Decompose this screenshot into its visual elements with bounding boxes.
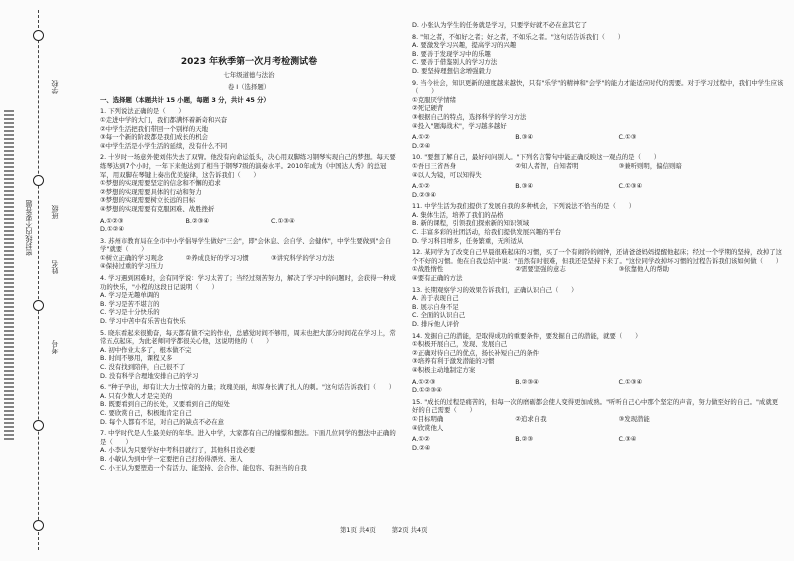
answer-option: C. 小王认为要塑造一个有活力、能坚持、会合作、能包容、有担当的自我 <box>100 463 307 472</box>
answer-option: C.①③④ <box>618 377 643 386</box>
right-questions <box>412 21 784 452</box>
answer-option: ②中学生活把我们带回一个别样的天地 <box>100 124 208 133</box>
answer-option: C. 要善于借鉴别人的学习方法 <box>412 58 498 67</box>
question-options <box>100 392 398 426</box>
answer-option: ①战胜惰性 <box>412 265 444 274</box>
question-stem: 8. "知之者，不如好之者；好之者，不如乐之者。"这句话告诉我们（ ） <box>412 32 625 41</box>
class-label: 班级 <box>51 205 59 219</box>
seal-line <box>38 10 39 550</box>
seal-note: 密封线内不要答题 <box>25 200 33 256</box>
answer-option: A.①② <box>412 182 430 191</box>
answer-option: ①吾日三省吾身 <box>412 161 457 170</box>
answer-option: ②知人者智，自知者明 <box>515 161 579 170</box>
answer-option: ④投入"题海战术"，学习越多越好 <box>412 121 507 130</box>
question <box>412 435 784 452</box>
answer-option: ④积极主动地制定方案 <box>412 365 476 374</box>
question-options <box>412 265 784 282</box>
question <box>412 378 784 395</box>
question <box>412 79 784 131</box>
answer-option: B. 既要看到自己的长处，又要看到自己的短处 <box>100 400 230 409</box>
answer-option: ①树立正确的学习观念 <box>100 253 164 262</box>
page-footer <box>340 525 442 534</box>
question <box>412 202 784 245</box>
question <box>412 286 784 329</box>
paper-label: 卷 I（选择题） <box>227 83 271 92</box>
answer-option: B. 展示自身不足 <box>412 302 459 311</box>
answer-option: B. 要善于发现学习中的乐趣 <box>412 49 491 58</box>
question-options <box>412 182 784 199</box>
question <box>412 182 784 199</box>
answer-option: C.③④ <box>618 435 637 444</box>
answer-option: A. 学习是无趣单调的 <box>100 291 160 300</box>
question-options <box>100 346 398 380</box>
answer-option: ②追求自我 <box>515 414 547 423</box>
answer-option: ③每一个新的阶段都是我们成长的机会 <box>100 133 208 142</box>
seal-circle <box>33 520 44 531</box>
question-stem: 4. 学习遇到困难时，会有同学说：学习太苦了；当经过刻苦努力，解决了学习中的问题时，会获得一种成功的快乐，"小程的这段日记说明（ ） <box>100 274 396 291</box>
answer-option: B. 小敏认为到中学一定要把自己打扮得漂亮、迷人 <box>100 454 243 463</box>
question-options <box>412 96 784 130</box>
question-options <box>100 446 398 472</box>
question-stem: 11. 中学生活为我们提供了发展自我的多种机会，下列说法不恰当的是（ ） <box>412 202 636 211</box>
right-column <box>412 18 784 452</box>
question <box>412 33 784 76</box>
section-heading: 一、选择题（本题共计 15 小题，每题 3 分，共计 45 分） <box>100 95 270 104</box>
question-options <box>412 378 784 395</box>
answer-option: C. 丰富多彩的社团活动，给我们提供发展兴趣的平台 <box>412 228 562 237</box>
question-options <box>412 162 784 179</box>
question-stem: 12. 某同学为了改变自己早晨很难起床的习惯，买了一个有闹铃的闹钟，还请爸爸妈妈提醒他起床；经过一个学期的坚持，改掉了这个不好的习惯。他在自我总结中说："虽然有时很难，但我还是坚持下来了。"这位同学改掉坏习惯的过程告诉我们该如何做（ ） <box>412 248 783 265</box>
question <box>100 237 398 271</box>
answer-option: A. 小李认为只要学好中考科目就行了，其他科目没必要 <box>100 446 256 455</box>
question <box>100 107 398 150</box>
answer-option: C.①③④ <box>271 216 295 225</box>
answer-option: C. 全面的认识自己 <box>412 311 466 320</box>
answer-option: B.②③ <box>515 435 534 444</box>
question-stem: 10. "要想了解自己，最好问问别人。"下列名言警句中能正确反映这一观点的是（ ） <box>412 153 661 162</box>
answer-option: ④中学生活是小学生活的延续，没有什么不同 <box>100 141 228 150</box>
answer-option: D. 学习科目增多，任务繁重，无所适从 <box>412 236 524 245</box>
id-label: 考号 <box>51 340 59 354</box>
question <box>100 274 398 326</box>
answer-option: B. 学习是苦不堪言的 <box>100 299 160 308</box>
answer-option: ①走进中学的大门，我们都满怀着新奇和兴奋 <box>100 115 228 124</box>
question-stem: 9. 当今社会，知识更新的速度越来越快，只有"乐学"的精神和"会学"的能力才能适应时代的需要。对于学习过程中，我们中学生应该（ ） <box>412 78 784 96</box>
answer-option: ④欣赏他人 <box>412 423 444 432</box>
exam-subject: 七年级道德与法治 <box>223 70 275 79</box>
answer-option: C.①③④ <box>618 182 643 191</box>
answer-option: ④以人为镜，可以知得失 <box>412 170 482 179</box>
barcode-strip <box>4 110 14 440</box>
answer-option: ④保持过重的学习压力 <box>100 262 164 271</box>
question-stem: 7. 中学时代是人生最美好的年华。进入中学，大家都有自己的憧憬和想法。下面几位同学的想法中正确的是（ ） <box>100 429 396 446</box>
question <box>412 332 784 375</box>
question-stem: 15. "成长的过程是痛苦的，但每一次的磨砺都会使人变得更加成熟。"听听自己心中那个坚定的声音，努力做至好的自己。"成就更好的自己需要（ ） <box>412 397 779 415</box>
answer-option: ④梦想的实现需要有克服困难、战胜挫折 <box>100 204 215 213</box>
left-questions <box>100 107 398 472</box>
question-options <box>100 217 398 234</box>
seal-circle <box>33 420 44 431</box>
answer-option: B.③④ <box>515 182 534 191</box>
answer-option: ①目标明确 <box>412 414 444 423</box>
answer-option: A. 初中作业太多了，根本做不完 <box>100 345 192 354</box>
answer-option: D.②④ <box>412 141 431 150</box>
question <box>100 329 398 381</box>
answer-option: D. 没有科学合理地安排自己的学习 <box>100 371 199 380</box>
answer-option: ③讲究科学的学习方法 <box>271 253 335 262</box>
question-stem: 1. 下列说法正确的是（ ） <box>100 107 185 116</box>
answer-option: ③兼听则明，偏信则暗 <box>618 161 682 170</box>
answer-option: D.②④ <box>412 443 431 452</box>
answer-option: A. 要激发学习兴趣，提高学习的兴趣 <box>412 41 517 50</box>
answer-option: ②正确对待自己的优点，扬长补短自己的条件 <box>412 348 540 357</box>
question <box>100 153 398 213</box>
question-stem: 5. 晓东看起来很勤奋，每天都有做不完的作业，总感觉时间不够用，周末也把大部分时间花在学习上，常常五点起床，为此老师同学都很关心他，这说明他的（ ） <box>100 328 396 346</box>
answer-option: ④要有正确的方法 <box>412 274 463 283</box>
question <box>412 21 784 30</box>
answer-option: A.①② <box>412 133 430 142</box>
answer-option: D. 排斥他人评价 <box>412 320 460 328</box>
answer-option: B.③④ <box>515 133 534 142</box>
question-stem: 13. 长期观察学习的效果告诉我们，正确认识自己（ ） <box>412 285 578 294</box>
question-options <box>100 254 398 271</box>
answer-option: ②需要坚强的意志 <box>515 265 566 274</box>
answer-option: B.②③④ <box>515 377 539 386</box>
question-options <box>412 133 784 150</box>
answer-option: ②养成良好的学习习惯 <box>185 253 249 262</box>
answer-option: B.②③④ <box>185 216 210 225</box>
question <box>412 248 784 282</box>
answer-option: D. 每个人都有不足，对自己的缺点不必在意 <box>100 417 225 426</box>
question-stem: D. 小张认为学生的任务就是学习，只要学好就不必在意其它了 <box>412 21 588 29</box>
question-options <box>412 435 784 452</box>
answer-option: D.①②③④ <box>412 386 442 395</box>
question <box>100 383 398 426</box>
answer-option: ②梦想的实现需要具体的行动和努力 <box>100 187 202 196</box>
answer-option: ③发现潜能 <box>618 414 650 423</box>
question-options <box>412 41 784 75</box>
question-options <box>412 294 784 328</box>
left-column <box>100 18 398 472</box>
answer-option: ③根据自己的特点，选择科学的学习方法 <box>412 112 527 121</box>
question <box>412 133 784 150</box>
answer-option: B. 时间不够用，课程又多 <box>100 354 173 363</box>
answer-option: C. 没有找到陪伴，自己很不了 <box>100 363 186 371</box>
answer-option: D. 要坚持理想信念增强毅力 <box>412 66 492 75</box>
question-options <box>100 291 398 325</box>
question <box>412 398 784 432</box>
seal-circle <box>33 30 44 41</box>
answer-option: A.①②③ <box>412 377 436 386</box>
answer-option: C. 要欣赏自己，积极地肯定自己 <box>100 408 192 417</box>
seal-circle <box>33 300 44 311</box>
name-label: 姓名 <box>51 260 59 274</box>
exam-title: 2023 年秋季第一次月考检测试卷 <box>180 57 318 67</box>
question-options <box>412 415 784 432</box>
seal-circle <box>33 175 44 186</box>
answer-option: A.①② <box>412 435 430 444</box>
question <box>100 217 398 234</box>
answer-option: D. 学习中苦中有乐苦也有快乐 <box>100 317 186 326</box>
answer-option: ②死记硬背 <box>412 104 444 113</box>
answer-option: D.②③④ <box>412 190 437 199</box>
answer-option: A. 善于表现自己 <box>412 294 459 303</box>
answer-option: C.①③ <box>618 133 637 142</box>
question-options <box>100 116 398 150</box>
page-number-right: 第2页 共4页 <box>391 526 428 534</box>
question <box>412 153 784 179</box>
answer-option: C. 学习是十分快乐的 <box>100 308 160 317</box>
answer-option: ①积极开展自己，发现、发展自己 <box>412 340 508 349</box>
answer-option: A.①②③ <box>100 216 124 225</box>
question-options <box>100 179 398 213</box>
question-options <box>412 211 784 245</box>
answer-option: D.①②④ <box>100 225 125 234</box>
question-options <box>412 340 784 374</box>
answer-option: ③梦想的实现需要树立长远的目标 <box>100 196 196 205</box>
page-number-left: 第1页 共4页 <box>340 526 376 534</box>
question <box>100 429 398 472</box>
answer-option: ①克服厌学情绪 <box>412 95 457 104</box>
answer-option: A. 只有少数人才是完美的 <box>100 391 173 400</box>
question-stem: 3. 苏州市教育局在全市中小学倡导学生做好"三会"，即"会休息、会自学、会健体"，中学生要做到"会自学"就要（ ） <box>100 236 392 254</box>
question-stem: 6. "种子孕出，却有让大力士惊奇的力量；玫瑰美丽，却浑身长满了扎人的刺。"这句话告诉我们（ ） <box>100 383 396 392</box>
answer-option: A. 集体生活，培养了我们的品格 <box>412 210 504 219</box>
question-stem: 2. 十岁时一场意外使刘伟失去了双臂。他没有向命运低头，决心用双脚练习钢琴实现自己的梦想。每天要练琴达到7个小时，一年下来他达到了相当于钢琴7级的演奏水平。2010年成为《中国达人秀》的总冠军，用双脚在琴键上奏出优美旋律，这告诉我们（ ） <box>100 153 396 179</box>
answer-option: B. 新的课程，引领我们探索新的知识领域 <box>412 219 530 228</box>
school-label: 学校 <box>51 80 59 94</box>
answer-option: ③依靠他人的帮助 <box>618 265 669 274</box>
answer-option: ③培养有利于激发潜能的习惯 <box>412 357 495 366</box>
question-stem: 14. 发掘自己的潜能，是取得成功的重要条件，要发掘自己的潜能，就要（ ） <box>412 331 642 340</box>
answer-option: ①梦想的实现需要坚定的信念和不懈的追求 <box>100 179 221 188</box>
